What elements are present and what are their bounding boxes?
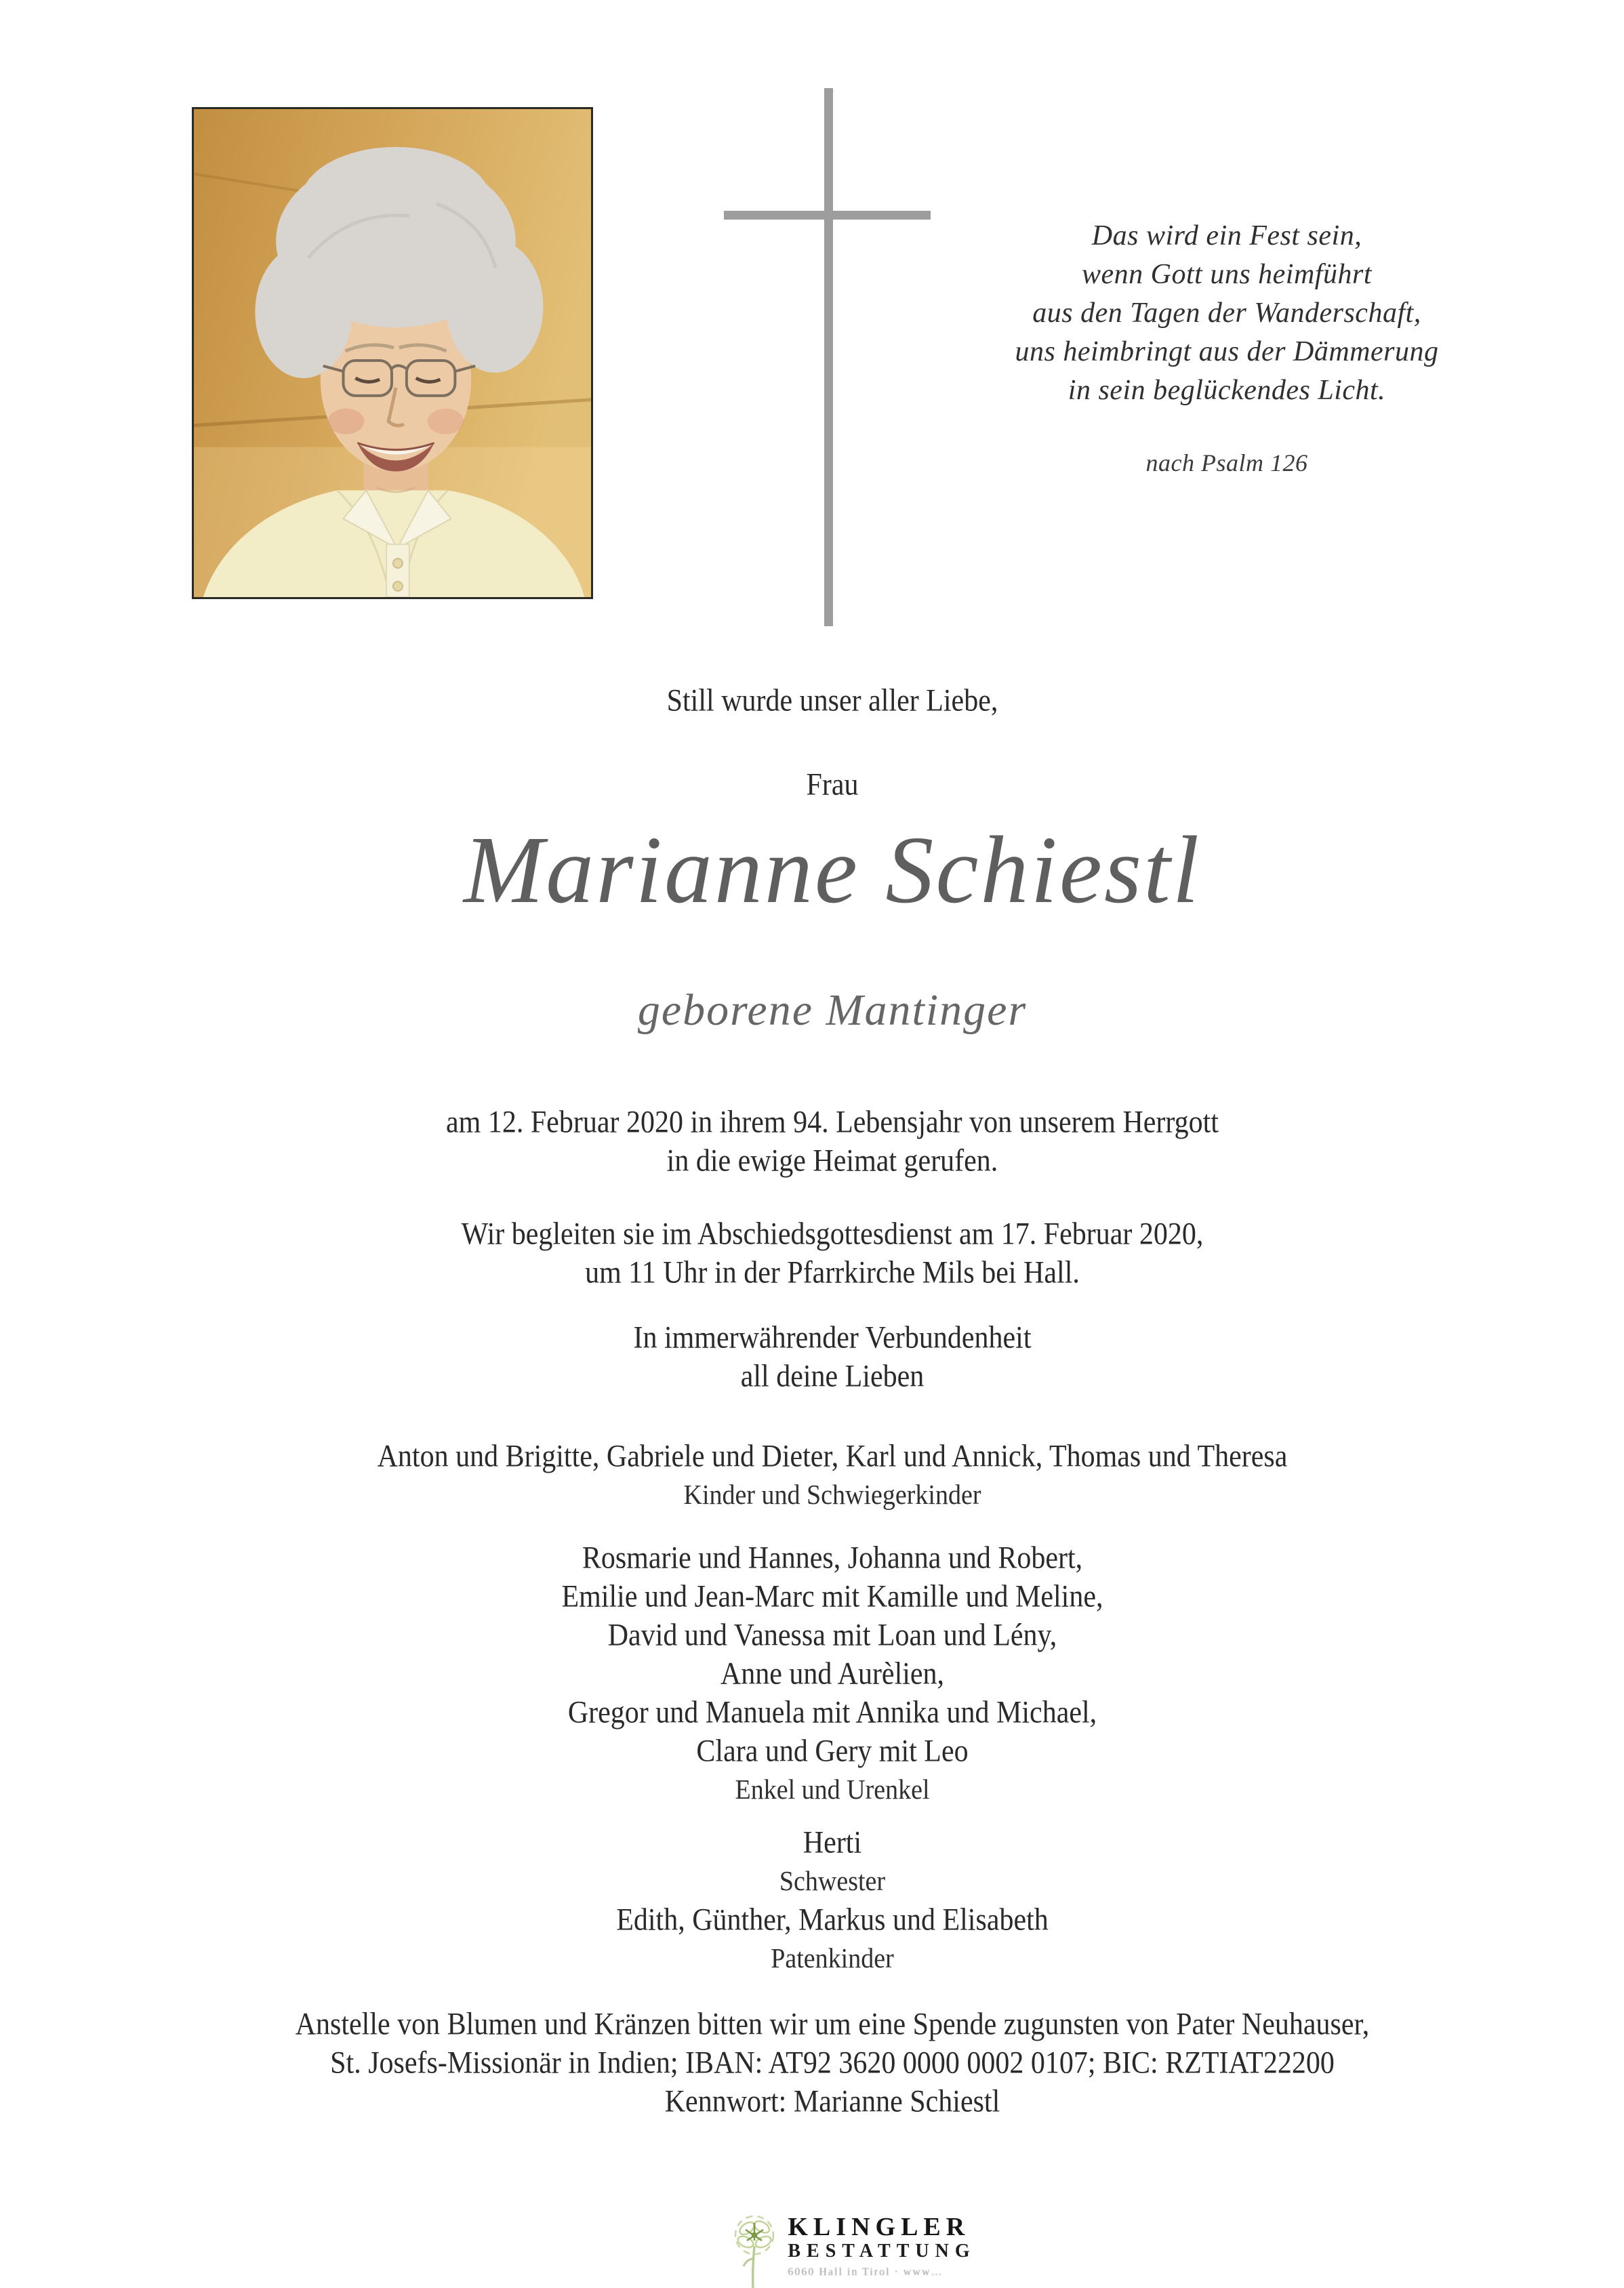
poem-line: aus den Tagen der Wanderschaft, <box>1032 298 1421 329</box>
bond-line: all deine Lieben <box>740 1359 925 1394</box>
cross-icon <box>824 88 833 626</box>
mourners-children <box>41 1437 1624 1515</box>
mourner-names: Emilie und Jean-Marc mit Kamille und Meline, <box>561 1579 1103 1614</box>
passing-line: am 12. Februar 2020 in ihrem 94. Lebensjahr von unserem Herrgott <box>446 1105 1219 1140</box>
psalm-attribution: nach Psalm 126 <box>1145 449 1308 476</box>
mourner-names: Edith, Günther, Markus und Elisabeth <box>616 1902 1049 1938</box>
passing-paragraph <box>41 1103 1624 1181</box>
salutation: Frau <box>806 767 859 802</box>
service-paragraph <box>41 1215 1624 1292</box>
deceased-name: Marianne Schiestl <box>463 816 1202 923</box>
donation-paragraph <box>41 2005 1624 2121</box>
logo-subtitle: BESTATTUNG <box>788 2241 976 2262</box>
mourner-role: Kinder und Schwiegerkinder <box>683 1479 981 1511</box>
mourner-names: Clara und Gery mit Leo <box>696 1734 969 1769</box>
maiden-name: geborene Mantinger <box>637 985 1028 1035</box>
poem-line: in sein beglückendes Licht. <box>1068 375 1386 406</box>
service-line: um 11 Uhr in der Pfarrkirche Mils bei Hall. <box>585 1255 1080 1290</box>
intro-line: Still wurde unser aller Liebe, <box>666 683 998 718</box>
mourner-names: David und Vanessa mit Loan und Lény, <box>607 1618 1057 1653</box>
logo-title: KLINGLER <box>788 2213 971 2241</box>
mourners-grandchildren <box>41 1539 1624 1810</box>
mourner-names: Rosmarie und Hannes, Johanna und Robert, <box>582 1540 1083 1576</box>
poem-line: Das wird ein Fest sein, <box>1091 220 1362 251</box>
mourner-names: Anne und Aurèlien, <box>720 1656 945 1692</box>
mourner-role: Enkel und Urenkel <box>735 1774 930 1805</box>
mourner-names: Anton und Brigitte, Gabriele und Dieter, Karl und Annick, Thomas und Theresa <box>377 1439 1288 1474</box>
mourner-role: Patenkinder <box>771 1943 894 1974</box>
bond-line: In immerwährender Verbundenheit <box>633 1320 1032 1355</box>
passing-line: in die ewige Heimat gerufen. <box>666 1143 998 1179</box>
flower-icon <box>732 2213 777 2288</box>
portrait-illustration <box>194 109 591 597</box>
mourners-sister-godchildren <box>41 1824 1624 1978</box>
poem-line: wenn Gott uns heimführt <box>1082 259 1372 290</box>
mourner-role: Schwester <box>779 1866 886 1897</box>
funeral-home-logo <box>691 2213 1017 2288</box>
logo-address: 6060 Hall in Tirol · www… <box>788 2266 943 2278</box>
donation-line: St. Josefs-Missionär in Indien; IBAN: AT92 3620 0000 0002 0107; BIC: RZTIAT22200 <box>330 2045 1335 2081</box>
mourner-names: Gregor und Manuela mit Annika und Michael, <box>567 1695 1097 1730</box>
poem <box>996 217 1457 483</box>
portrait-photo <box>192 107 593 599</box>
poem-line: uns heimbringt aus der Dämmerung <box>1015 336 1439 367</box>
bond-paragraph <box>41 1319 1624 1396</box>
donation-line: Anstelle von Blumen und Kränzen bitten wir um eine Spende zugunsten von Pater Neuhauser, <box>295 2007 1370 2042</box>
mourner-names: Herti <box>803 1825 862 1860</box>
donation-line: Kennwort: Marianne Schiestl <box>664 2084 1000 2119</box>
cross-icon-bar <box>724 211 931 220</box>
service-line: Wir begleiten sie im Abschiedsgottesdienst am 17. Februar 2020, <box>461 1217 1204 1252</box>
